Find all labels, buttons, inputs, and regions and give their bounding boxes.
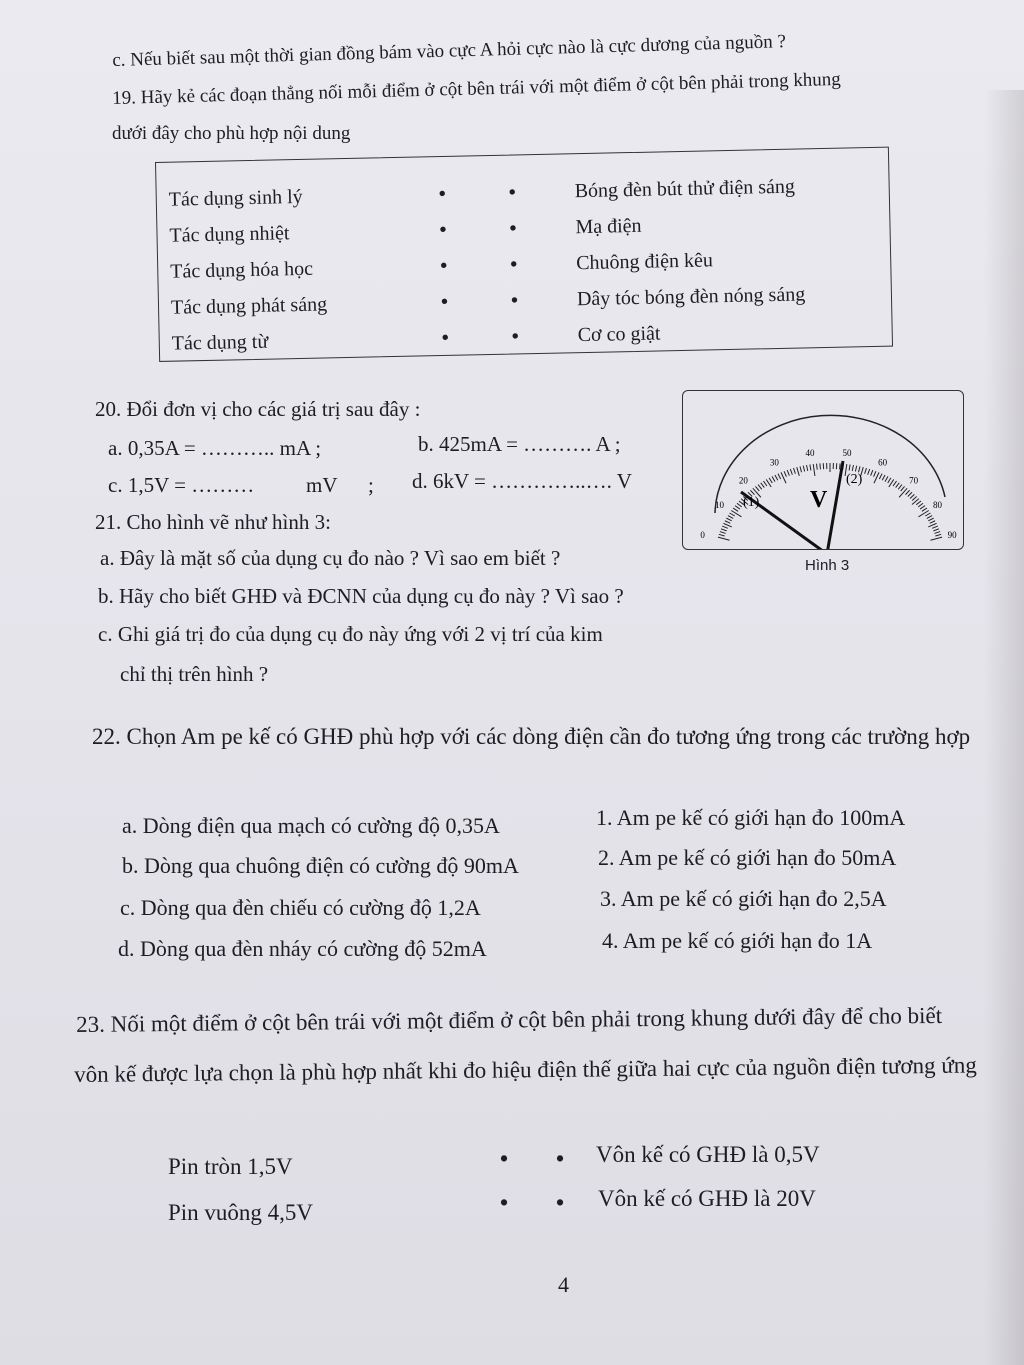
scale-tick xyxy=(925,513,930,516)
scale-tick xyxy=(896,483,900,488)
match-dot[interactable]: • xyxy=(441,326,449,350)
scale-tick xyxy=(930,521,935,524)
scale-tick xyxy=(763,481,766,486)
match-dot[interactable]: • xyxy=(439,218,447,242)
scale-tick xyxy=(918,503,923,507)
q19-right-item: Bóng đèn bút thử điện sáng xyxy=(574,175,796,203)
scale-tick xyxy=(930,537,942,540)
scale-tick xyxy=(758,485,762,490)
scale-tick xyxy=(885,476,888,481)
q21-title: 21. Cho hình vẽ như hình 3: xyxy=(95,510,331,534)
q20-item-d: d. 6kV = …………..…. V xyxy=(412,469,632,493)
match-dot[interactable]: • xyxy=(500,1190,509,1215)
scale-tick xyxy=(790,469,792,475)
scale-tick xyxy=(928,518,933,521)
scale-label: 90 xyxy=(947,530,957,541)
scale-tick xyxy=(761,483,765,488)
scale-label: 50 xyxy=(842,448,852,459)
q20-item-b: b. 425mA = ………. A ; xyxy=(418,432,621,456)
scale-tick xyxy=(722,526,728,528)
match-dot[interactable]: • xyxy=(556,1190,565,1215)
q22-title: 22. Chọn Am pe kế có GHĐ phù hợp với các dòng điện cần đo tương ứng trong các trường hợp xyxy=(92,724,971,749)
match-dot[interactable]: • xyxy=(556,1146,565,1171)
scale-tick xyxy=(852,465,853,471)
scale-label: 80 xyxy=(932,500,942,511)
scale-tick xyxy=(723,523,731,527)
scale-label: 40 xyxy=(805,448,815,459)
q19-title: 19. Hãy kẻ các đoạn thẳng nối mỗi điểm ở cột bên trái với một điểm ở cột bên phải trong khung xyxy=(112,68,842,109)
scale-tick xyxy=(778,474,781,479)
scale-tick xyxy=(935,534,941,536)
scale-label: 10 xyxy=(715,500,725,511)
q22-left-item: c. Dòng qua đèn chiếu có cường độ 1,2A xyxy=(120,895,481,920)
q20-item-a: a. 0,35A = ……….. mA ; xyxy=(108,436,322,460)
q19-right-item: Mạ điện xyxy=(575,214,642,239)
scale-tick xyxy=(803,466,804,472)
scale-tick xyxy=(817,464,818,470)
q23-right-item: Vôn kế có GHĐ là 20V xyxy=(598,1186,816,1211)
needle-1-label: (1) xyxy=(743,495,760,510)
scale-tick xyxy=(912,497,916,501)
scale-tick xyxy=(840,463,841,469)
match-dot[interactable]: • xyxy=(438,182,446,206)
page-edge-shadow xyxy=(984,90,1024,1365)
scale-tick xyxy=(908,492,912,496)
scale-tick xyxy=(820,463,821,469)
q20-item-c-unit: mV xyxy=(306,473,338,497)
match-dot[interactable]: • xyxy=(509,217,517,240)
q22-right-item: 4. Am pe kế có giới hạn đo 1A xyxy=(602,928,873,953)
q20-title: 20. Đổi đơn vị cho các giá trị sau đây : xyxy=(95,397,421,421)
needle-2-label: (2) xyxy=(846,472,863,487)
scale-tick xyxy=(794,468,796,474)
q22-right-item: 1. Am pe kế có giới hạn đo 100mA xyxy=(596,805,906,830)
scale-tick xyxy=(728,516,733,519)
scale-tick xyxy=(898,485,902,490)
q19-left-item: Tác dụng phát sáng xyxy=(170,293,328,319)
voltmeter-dial xyxy=(683,391,963,549)
scale-tick xyxy=(769,478,772,483)
scale-tick xyxy=(916,501,921,505)
scale-tick xyxy=(922,508,927,511)
scale-label: 20 xyxy=(738,475,748,486)
q19-left-item: Tác dụng hóa học xyxy=(170,257,314,283)
q19-left-item: Tác dụng sinh lý xyxy=(168,185,303,211)
q21-item-b: b. Hãy cho biết GHĐ và ĐCNN của dụng cụ đo này ? Vì sao ? xyxy=(98,584,624,608)
figure-caption: Hình 3 xyxy=(805,557,850,574)
scale-tick xyxy=(730,513,735,516)
scale-tick xyxy=(893,481,896,486)
scale-tick xyxy=(919,511,929,517)
q23-title-cont: vôn kế được lựa chọn là phù hợp nhất khi đo hiệu điện thế giữa hai cực của nguồn điện tương ứng xyxy=(74,1052,977,1087)
scale-label: 70 xyxy=(909,475,919,486)
scale-tick xyxy=(735,506,740,509)
q21-item-c: c. Ghi giá trị đo của dụng cụ đo này ứng với 2 vị trí của kim xyxy=(98,622,603,646)
scale-tick xyxy=(855,466,856,472)
q19-left-item: Tác dụng nhiệt xyxy=(169,222,290,247)
scale-label: 60 xyxy=(878,457,888,468)
q22-left-item: a. Dòng điện qua mạch có cường độ 0,35A xyxy=(122,813,500,838)
q21-item-c-cont: chỉ thị trên hình ? xyxy=(120,662,269,686)
scale-tick xyxy=(932,526,938,528)
page-number: 4 xyxy=(558,1272,569,1297)
scale-tick xyxy=(871,470,873,476)
scale-tick xyxy=(865,468,867,474)
scale-tick xyxy=(879,474,882,479)
scale-tick xyxy=(849,465,850,471)
scale-tick xyxy=(807,465,808,471)
q22-right-item: 3. Am pe kế có giới hạn đo 2,5A xyxy=(600,886,887,911)
scale-tick xyxy=(934,532,940,534)
q23-left-item: Pin tròn 1,5V xyxy=(168,1154,293,1179)
scale-tick xyxy=(899,488,907,497)
scale-tick xyxy=(888,478,891,483)
q23-left-item: Pin vuông 4,5V xyxy=(168,1200,314,1225)
scale-tick xyxy=(928,523,936,527)
q19-left-item: Tác dụng từ xyxy=(171,330,269,355)
scale-tick xyxy=(905,490,909,494)
scale-tick xyxy=(813,464,815,476)
scale-tick xyxy=(810,465,811,471)
scale-tick xyxy=(901,486,905,491)
q19-right-item: Chuông điện kêu xyxy=(575,249,714,275)
scale-tick xyxy=(784,471,786,477)
q19-right-item: Dây tóc bóng đèn nóng sáng xyxy=(576,283,806,311)
q22-right-item: 2. Am pe kế có giới hạn đo 50mA xyxy=(598,845,897,870)
match-dot[interactable]: • xyxy=(509,253,518,276)
scale-tick xyxy=(775,475,778,480)
q20-item-c: c. 1,5V = ……… xyxy=(108,473,255,497)
scale-tick xyxy=(733,508,738,511)
q23-right-item: Vôn kế có GHĐ là 0,5V xyxy=(596,1142,820,1167)
q21-item-a: a. Đây là mặt số của dụng cụ đo nào ? Vì sao em biết ? xyxy=(100,546,561,570)
match-dot[interactable]: • xyxy=(440,290,449,314)
scale-tick xyxy=(933,529,939,531)
scale-tick xyxy=(750,490,754,494)
unit-label: V xyxy=(810,487,828,513)
scale-tick xyxy=(800,466,802,472)
match-dot[interactable]: • xyxy=(440,254,448,278)
match-dot[interactable]: • xyxy=(508,181,516,204)
scale-tick xyxy=(720,532,726,534)
scale-label: 30 xyxy=(769,457,779,468)
q18-line-c: c. Nếu biết sau một thời gian đồng bám vào cực A hỏi cực nào là cực dương của nguồn ? xyxy=(112,31,787,71)
q20-separator: ; xyxy=(368,473,374,497)
match-dot[interactable]: • xyxy=(510,289,519,312)
scale-tick xyxy=(772,476,775,481)
scale-tick xyxy=(719,534,725,536)
scale-tick xyxy=(737,503,742,507)
scale-tick xyxy=(725,521,730,524)
q23-title: 23. Nối một điểm ở cột bên trái với một điểm ở cột bên phải trong khung dưới đây để cho biết xyxy=(76,1002,943,1037)
q22-left-item: d. Dòng qua đèn nháy có cường độ 52mA xyxy=(118,936,487,961)
scale-tick xyxy=(920,506,925,509)
q19-matching-box xyxy=(155,147,893,362)
scale-tick xyxy=(755,486,759,491)
scale-tick xyxy=(721,529,727,531)
q19-subtitle: dưới đây cho phù hợp nội dung xyxy=(112,123,351,144)
scale-tick xyxy=(797,467,800,476)
needle-2 xyxy=(827,461,843,549)
scale-label: 0 xyxy=(700,530,705,541)
q22-left-item: b. Dòng qua chuông điện có cường độ 90mA xyxy=(122,853,519,878)
match-dot[interactable]: • xyxy=(511,325,519,348)
scale-tick xyxy=(874,471,876,477)
scale-tick xyxy=(726,518,731,521)
scale-tick xyxy=(868,469,870,475)
scale-tick xyxy=(731,511,741,517)
match-dot[interactable]: • xyxy=(500,1146,509,1171)
scale-tick xyxy=(927,516,932,519)
q19-right-item: Cơ co giật xyxy=(577,322,661,347)
scale-tick xyxy=(787,470,789,476)
scale-tick xyxy=(882,475,885,480)
voltmeter-dial-figure xyxy=(682,390,964,550)
scale-tick xyxy=(718,537,730,540)
scale-tick xyxy=(910,494,914,498)
